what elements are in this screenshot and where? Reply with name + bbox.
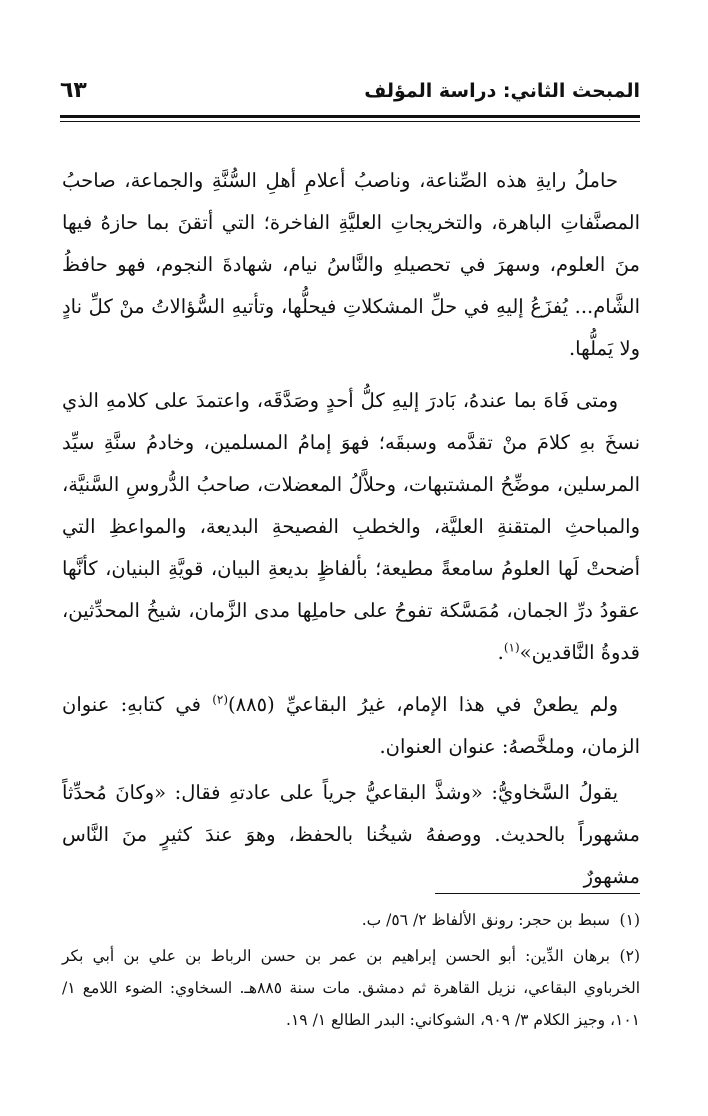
footnote-text: سبط بن حجر: رونق الألفاظ ٢/ ٥٦/ ب. bbox=[361, 911, 610, 929]
footnote-1 bbox=[62, 904, 640, 936]
paragraph-2 bbox=[62, 380, 640, 674]
footnote-number: (٢) bbox=[619, 947, 640, 965]
footnote-number: (١) bbox=[619, 911, 640, 929]
paragraph-3-end: في كتابهِ: عنوان الزمان، وملخَّصهُ: عنوان العنوان. bbox=[62, 693, 640, 758]
running-header bbox=[60, 76, 640, 110]
paragraph-4: يقولُ السَّخاويُّ: «وشذَّ البقاعيُّ جرياً على عادتهِ فقال: «وكانَ مُحدِّثاً مشهوراً بالحديث. ووصفهُ شيخُنا بالحفظ، وهوَ عندَ كثيرٍ منَ النَّاس مشهورٌ bbox=[62, 781, 640, 888]
footnote-separator bbox=[435, 893, 640, 894]
paragraph-3 bbox=[62, 684, 640, 768]
main-text bbox=[62, 160, 640, 908]
page-number: ٦٣ bbox=[60, 78, 87, 103]
paragraph-3-text: ولم يطعنْ في هذا الإمام، غيرُ البقاعيِّ (٨٨٥) bbox=[228, 693, 619, 716]
footnote-ref-1: (١) bbox=[503, 640, 520, 655]
paragraph-1: حاملُ رايةِ هذه الصِّناعة، وناصبُ أعلامِ أهلِ السُّنَّةِ والجماعة، صاحبُ المصنَّفاتِ الباهرة، والتخريجاتِ العليَّةِ الفاخرة؛ التي أتقنَ بما حازهُ فيها منَ العلوم، وسهرَ في تحصيلهِ والنَّاسُ نيام، شهادةَ النجوم، فهو حافظُ الشَّام... يُفزَعُ إليهِ في حلِّ المشكلاتِ فيحلُّها، وتأتيهِ السُّؤالاتُ منْ كلِّ نادٍ ولا يَملُّها. bbox=[62, 169, 640, 360]
paragraph-2-text: ومتى فَاهَ بما عندهُ، بَادرَ إليهِ كلُّ أحدٍ وصَدَّقَه، واعتمدَ على كلامهِ الذي نسخَ بهِ كلامَ منْ تقدَّمه وسبقَه؛ فهوَ إمامُ المسلمين، وخادمُ سنَّةِ سيِّد المرسلين، موضِّحُ المشتبهات، وحلاَّلُ المعضلات، صاحبُ الدُّروسِ السَّنيَّة، والمباحثِ المتقنةِ العليَّة، والخطبِ الفصيحةِ البديعة، والمواعظِ التي أضحتْ لَها العلومُ سامعةً مطيعة؛ بألفاظٍ بديعةِ البيان، قويَّةِ البنيان، كأنَّها عقودُ درِّ الجمان، مُمَسَّكة تفوحُ على حاملِها مدى الزَّمان، شيخُ المحدِّثين، قدوةُ النَّاقدين» bbox=[62, 389, 640, 664]
footnote-2 bbox=[62, 940, 640, 1036]
paragraph-2-end: . bbox=[497, 641, 504, 664]
footnote-ref-2: (٢) bbox=[212, 692, 229, 707]
footnotes bbox=[62, 904, 640, 1040]
footnote-text: برهان الدِّين: أبو الحسن إبراهيم بن عمر بن حسن الرباط بن علي بن أبي بكر الخرباوي البقاعي، نزيل القاهرة ثم دمشق. مات سنة ٨٨٥هـ. السخاوي: الضوء اللامع ١/ ١٠١، وجيز الكلام ٣/ ٩٠٩، الشوكاني: البدر الطالع ١/ ١٩. bbox=[62, 947, 640, 1029]
header-rule-thick bbox=[60, 115, 640, 118]
header-title: المبحث الثاني: دراسة المؤلف bbox=[364, 80, 640, 102]
header-rule-thin bbox=[60, 121, 640, 122]
